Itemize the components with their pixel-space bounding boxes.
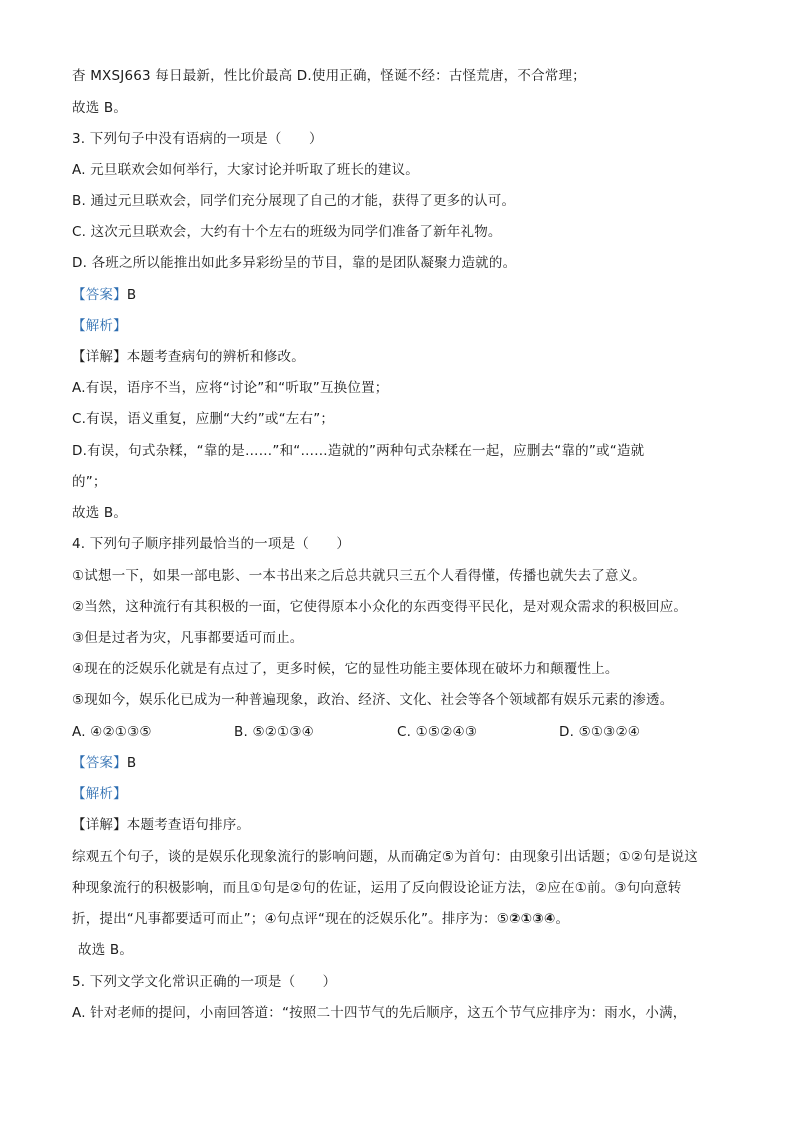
question-5-stem: 5. 下列文学文化常识正确的一项是（ ） bbox=[72, 974, 337, 990]
question-3-option-d: D. 各班之所以能推出如此多异彩纷呈的节目，靠的是团队凝聚力造就的。 bbox=[72, 255, 517, 271]
question-4-option-a: A. ④②①③⑤ bbox=[72, 724, 152, 740]
question-4-stem: 4. 下列句子顺序排列最恰当的一项是（ ） bbox=[72, 536, 351, 552]
sentence-2: ②当然，这种流行有其积极的一面，它使得原本小众化的东西变得平民化，是对观众需求的积极回应。 bbox=[72, 599, 688, 615]
question-3-option-c: C. 这次元旦联欢会，大约有十个左右的班级为同学们准备了新年礼物。 bbox=[72, 224, 502, 240]
sentence-5: ⑤现如今，娱乐化已成为一种普遍现象，政治、经济、文化、社会等各个领域都有娱乐元素的渗透。 bbox=[72, 692, 674, 708]
explanation-line: 种现象流行的积极影响，而且①句是②句的佐证，运用了反向假设论证方法，②应在①前。③句向意转 bbox=[72, 880, 682, 896]
question-4-option-c: C. ①⑤②④③ bbox=[397, 724, 478, 740]
order-prefix: ⑤ bbox=[496, 911, 509, 927]
analysis-tag: 【解析】 bbox=[72, 318, 127, 334]
explanation-text: 折，提出“凡事都要适可而止”；④句点评“现在的泛娱乐化”。排序为： bbox=[72, 911, 497, 927]
explanation-line: C.有误，语义重复，应删“大约”或“左右”； bbox=[72, 411, 335, 427]
question-4-option-d: D. ⑤①③②④ bbox=[559, 724, 641, 740]
explanation-line: D.有误，句式杂糅，“靠的是……”和“……造就的”两种句式杂糅在一起，应删去“靠的”或“造就 bbox=[72, 443, 645, 459]
question-4-option-b: B. ⑤②①③④ bbox=[234, 724, 314, 740]
question-3-stem: 3. 下列句子中没有语病的一项是（ ） bbox=[72, 131, 323, 147]
answer-tag: 【答案】 bbox=[72, 755, 127, 771]
analysis-tag: 【解析】 bbox=[72, 786, 127, 802]
question-3-analysis-tag bbox=[72, 316, 722, 336]
answer-tag: 【答案】 bbox=[72, 287, 127, 303]
sentence-4: ④现在的泛娱乐化就是有点过了，更多时候，它的显性功能主要体现在破坏力和颠覆性上。 bbox=[72, 661, 619, 677]
text-line: 故选 B。 bbox=[72, 100, 128, 116]
question-3-answer bbox=[72, 285, 722, 305]
sentence-1: ①试想一下，如果一部电影、一本书出来之后总共就只三五个人看得懂，传播也就失去了意义。 bbox=[72, 568, 647, 584]
question-5-option-a: A. 针对老师的提问，小南回答道：“按照二十四节气的先后顺序，这五个节气应排序为：雨水，小满， bbox=[72, 1005, 687, 1021]
explanation-line: 【详解】本题考查语句排序。 bbox=[72, 817, 251, 833]
explanation-line: A.有误，语序不当，应将“讨论”和“听取”互换位置； bbox=[72, 380, 389, 396]
order-bold: ②①③④ bbox=[509, 911, 556, 927]
question-3-option-b: B. 通过元旦联欢会，同学们充分展现了自己的才能，获得了更多的认可。 bbox=[72, 193, 516, 209]
answer-value: B bbox=[126, 755, 137, 771]
explanation-line: 综观五个句子，谈的是娱乐化现象流行的影响问题，从而确定⑤为首句：由现象引出话题；①②句是说这 bbox=[72, 849, 699, 865]
text-line: 故选 B。 bbox=[78, 942, 134, 958]
text-line: 故选 B。 bbox=[72, 505, 128, 521]
question-4-answer bbox=[72, 753, 722, 773]
order-suffix: 。 bbox=[555, 911, 570, 927]
sentence-3: ③但是过者为灾，凡事都要适可而止。 bbox=[72, 630, 304, 646]
question-4-analysis-tag bbox=[72, 784, 722, 804]
answer-value: B bbox=[126, 287, 137, 303]
question-3-option-a: A. 元旦联欢会如何举行，大家讨论并听取了班长的建议。 bbox=[72, 162, 419, 178]
text-line: 杳 MXSJ663 每日最新，性比价最高 D.使用正确，怪诞不经：古怪荒唐，不合常理； bbox=[72, 68, 586, 84]
explanation-line bbox=[72, 909, 722, 929]
explanation-line: 【详解】本题考查病句的辨析和修改。 bbox=[72, 349, 305, 365]
explanation-line: 的”； bbox=[72, 474, 107, 490]
